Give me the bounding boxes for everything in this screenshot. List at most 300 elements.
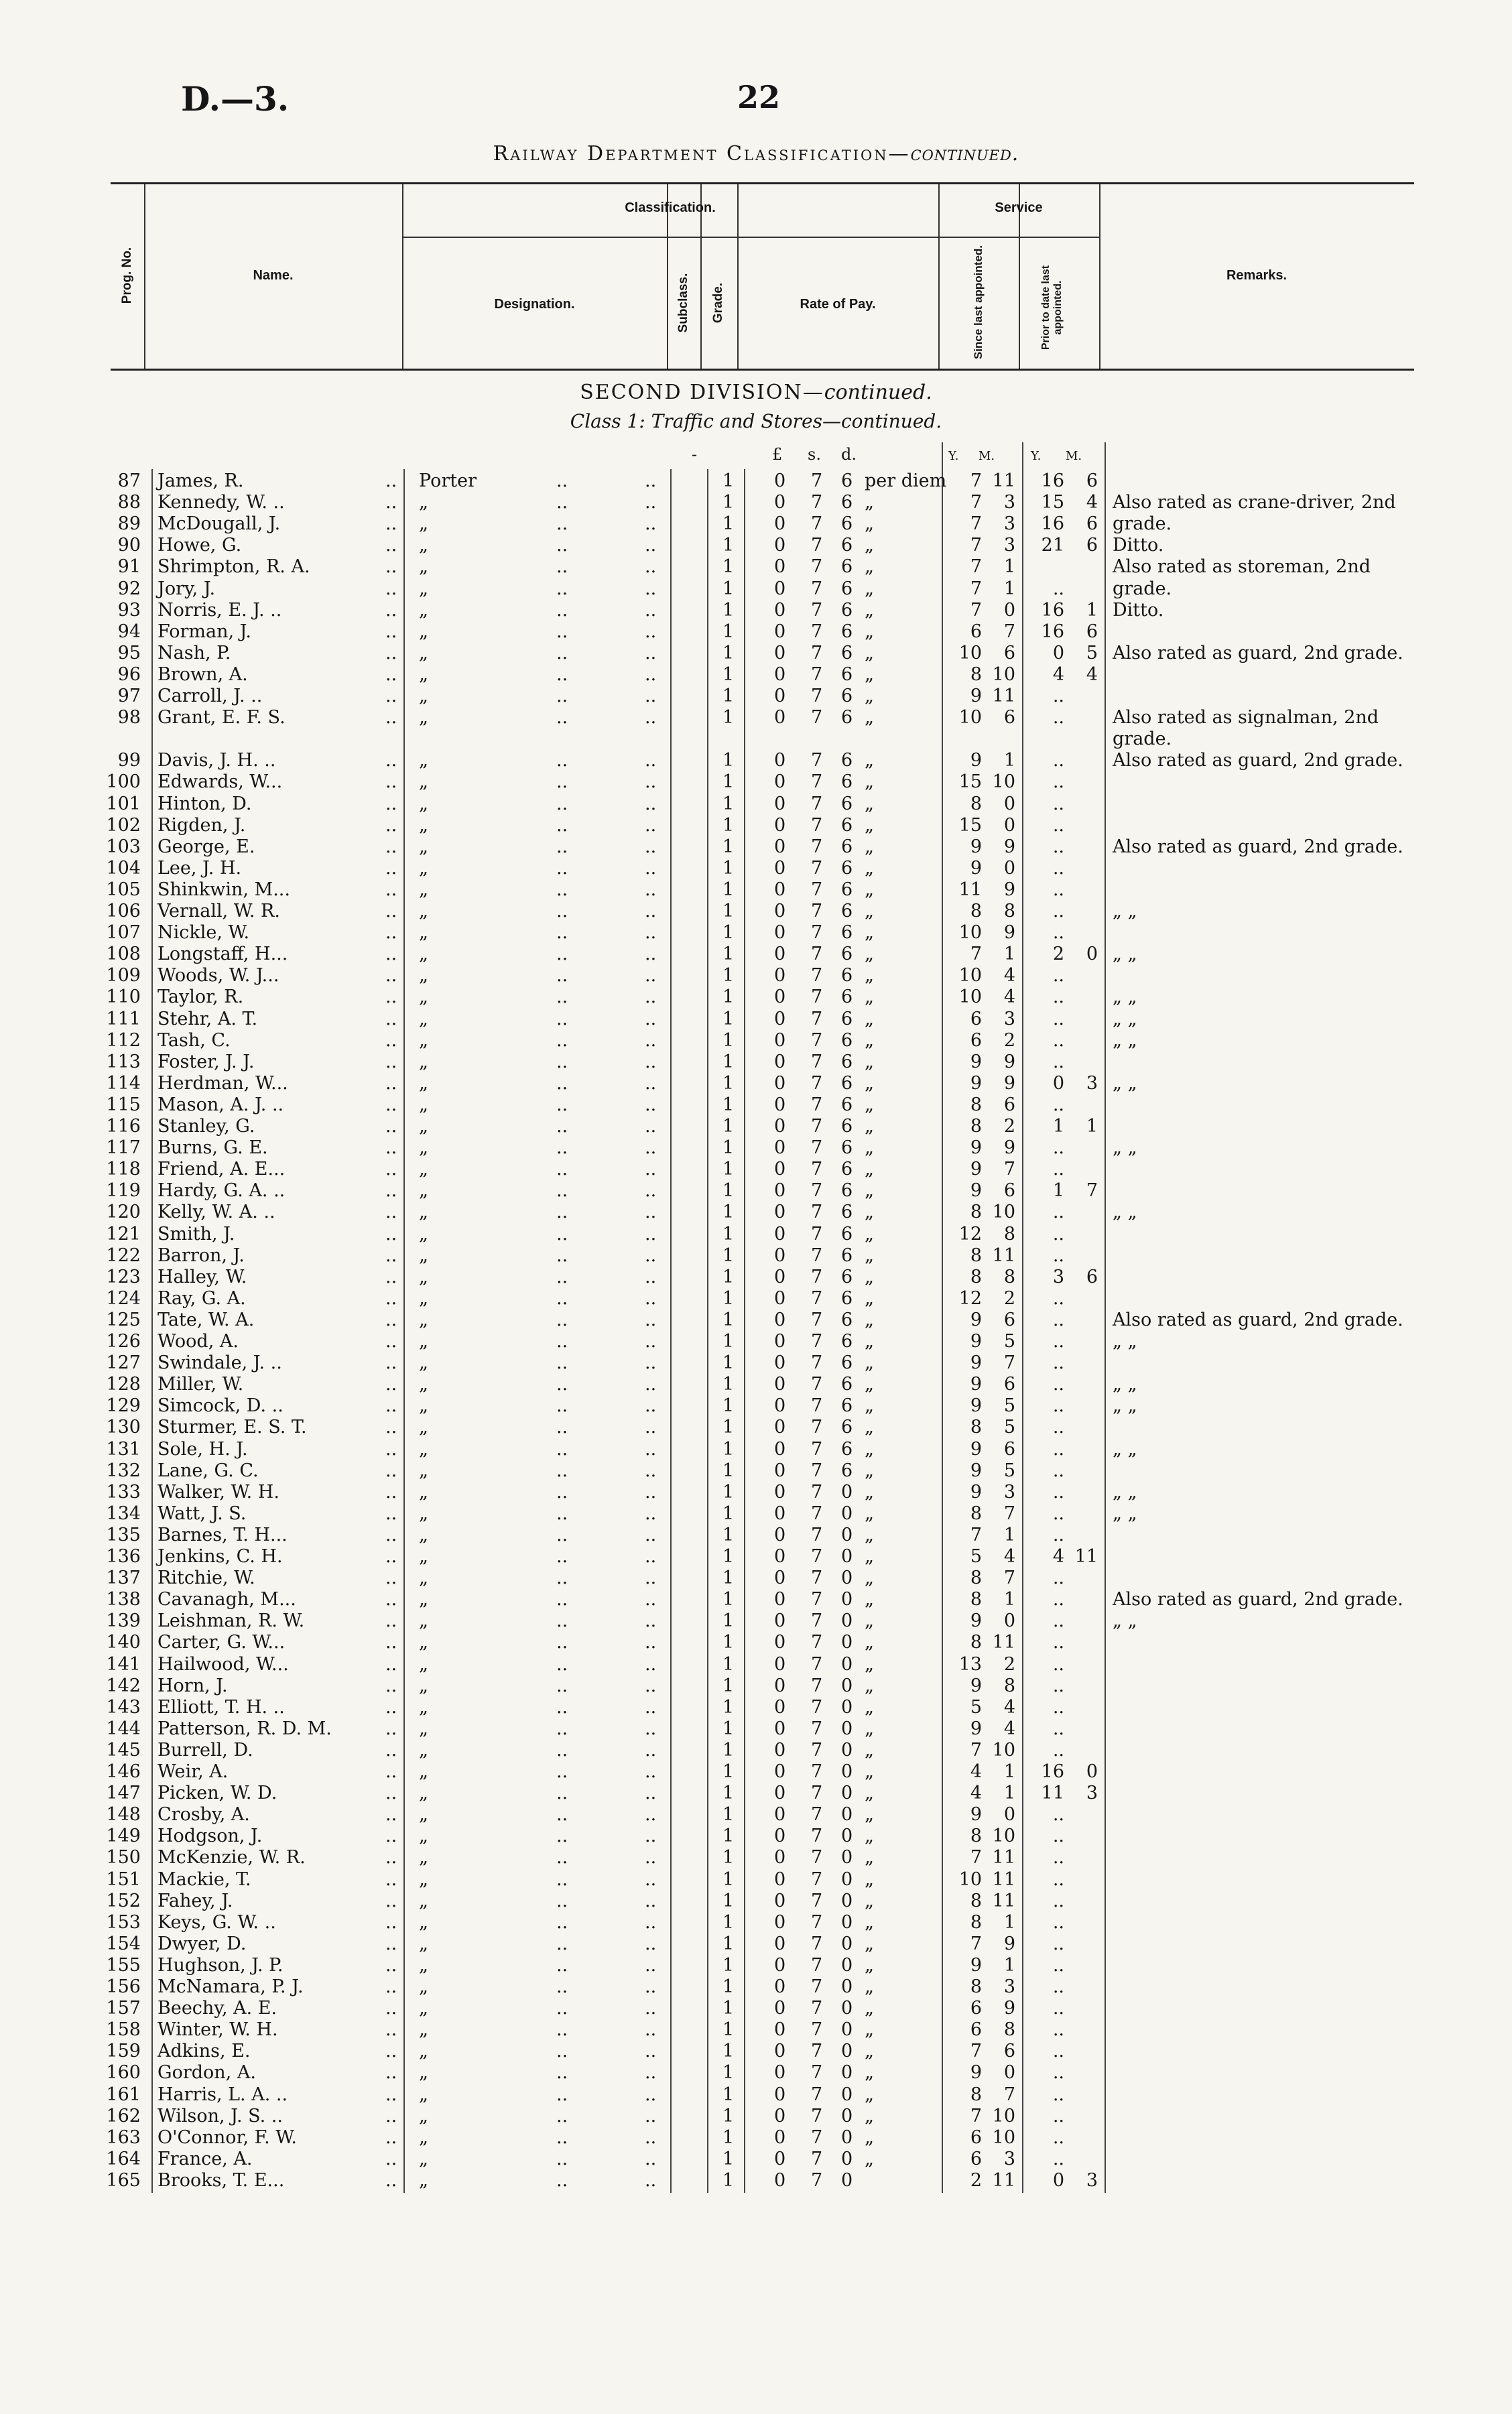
- cell-pay-pence: 6: [841, 750, 853, 771]
- cell-pay-period: „: [865, 1072, 874, 1094]
- cell-remarks: Also rated as guard, 2nd grade.: [1113, 1589, 1403, 1610]
- cell-service-months: 11: [992, 1847, 1015, 1868]
- cell-pay-pounds: 0: [774, 1761, 786, 1782]
- cell-pay-pounds: 0: [774, 599, 786, 621]
- cell-leader-dots: ..: [385, 793, 397, 814]
- cell-designation: „: [419, 1761, 428, 1782]
- cell-grade: 1: [722, 1223, 735, 1245]
- cell-pay-pence: 0: [841, 1503, 853, 1524]
- cell-leader-dots: ..: [645, 1718, 657, 1739]
- cell-leader-dots: ..: [385, 1761, 397, 1782]
- cell-prior-years: ..: [1052, 1847, 1064, 1868]
- cell-pay-shillings: 7: [811, 1503, 823, 1524]
- cell-leader-dots: ..: [556, 1546, 568, 1567]
- cell-pay-pence: 0: [841, 1546, 853, 1567]
- table-row: [0, 1331, 1512, 1352]
- cell-remarks: Also rated as guard, 2nd grade.: [1113, 836, 1403, 857]
- cell-leader-dots: ..: [385, 1460, 397, 1481]
- cell-designation: „: [419, 1438, 428, 1460]
- cell-grade: 1: [722, 492, 735, 513]
- cell-pay-shillings: 7: [811, 1159, 823, 1180]
- cell-service-months: 3: [1003, 2148, 1015, 2169]
- cell-leader-dots: ..: [556, 1481, 568, 1503]
- cell-name: Davis, J. H. ..: [158, 750, 276, 771]
- cell-pay-pence: 6: [841, 965, 853, 987]
- cell-service-months: 1: [1003, 1911, 1015, 1933]
- cell-pay-pence: 0: [841, 1653, 853, 1675]
- cell-pay-pence: 6: [841, 599, 853, 621]
- cell-prior-years: 21: [1041, 535, 1064, 556]
- cell-service-years: 8: [970, 1266, 982, 1287]
- cell-pay-pence: 0: [841, 1847, 853, 1868]
- cell-designation: „: [419, 1374, 428, 1395]
- cell-pay-pounds: 0: [774, 750, 786, 771]
- cell-pay-pence: 6: [841, 1202, 853, 1223]
- cell-pay-pounds: 0: [774, 1653, 786, 1675]
- cell-pay-pence: 0: [841, 1933, 853, 1954]
- cell-name: Kennedy, W. ..: [158, 492, 285, 513]
- cell-remarks: Ditto.: [1113, 599, 1164, 621]
- cell-name: Winter, W. H.: [158, 2019, 278, 2041]
- cell-pay-pounds: 0: [774, 1503, 786, 1524]
- cell-pay-pounds: 0: [774, 1804, 786, 1826]
- cell-service-years: 8: [970, 1890, 982, 1911]
- cell-pay-pence: 6: [841, 1417, 853, 1438]
- cell-leader-dots: ..: [645, 663, 657, 685]
- cell-grade: 1: [722, 513, 735, 535]
- cell-service-months: 4: [1003, 1718, 1015, 1739]
- cell-name: McKenzie, W. R.: [158, 1847, 306, 1868]
- cell-leader-dots: ..: [556, 1287, 568, 1309]
- cell-prog-no: 151: [106, 1868, 141, 1890]
- cell-pay-pounds: 0: [774, 1116, 786, 1137]
- cell-leader-dots: ..: [385, 836, 397, 857]
- cell-pay-period: „: [865, 1180, 874, 1202]
- cell-prog-no: 117: [106, 1137, 141, 1159]
- table-row: [0, 1030, 1512, 1052]
- cell-pay-pounds: 0: [774, 2041, 786, 2062]
- cell-pay-pence: 0: [841, 2019, 853, 2041]
- cell-grade: 1: [722, 901, 735, 922]
- cell-prior-years: ..: [1052, 1438, 1064, 1460]
- cell-service-months: 3: [1003, 535, 1015, 556]
- cell-leader-dots: ..: [645, 1180, 657, 1202]
- cell-service-months: 6: [1003, 707, 1015, 728]
- cell-prior-years: ..: [1052, 1696, 1064, 1718]
- cell-service-years: 4: [970, 1783, 982, 1804]
- cell-prog-no: 157: [106, 1998, 141, 2019]
- cell-pay-period: „: [865, 836, 874, 857]
- cell-designation: „: [419, 1116, 428, 1137]
- cell-pay-pence: 0: [841, 2105, 853, 2126]
- cell-prior-years: ..: [1052, 1589, 1064, 1610]
- table-row: [0, 1675, 1512, 1697]
- cell-pay-shillings: 7: [811, 686, 823, 706]
- cell-prior-years: ..: [1052, 1223, 1064, 1245]
- cell-leader-dots: ..: [645, 492, 657, 513]
- table-row: [0, 707, 1512, 728]
- cell-designation: „: [419, 901, 428, 922]
- cell-service-years: 15: [958, 771, 982, 793]
- cell-leader-dots: ..: [556, 1804, 568, 1826]
- cell-pay-shillings: 7: [811, 1072, 823, 1094]
- cell-pay-period: „: [865, 1739, 874, 1761]
- cell-designation: „: [419, 1998, 428, 2019]
- cell-service-months: 7: [1003, 1503, 1015, 1524]
- cell-pay-pounds: 0: [774, 1933, 786, 1954]
- cell-designation: „: [419, 1739, 428, 1761]
- cell-prior-months: 0: [1086, 1761, 1098, 1782]
- table-row: [0, 1482, 1512, 1503]
- cell-name: Nickle, W.: [158, 922, 250, 944]
- cell-service-years: 10: [958, 707, 982, 728]
- cell-remarks: „ „: [1113, 1438, 1137, 1460]
- cell-grade: 1: [722, 1589, 735, 1610]
- cell-pay-pounds: 0: [774, 1718, 786, 1739]
- cell-pay-shillings: 7: [811, 1116, 823, 1137]
- cell-pay-pounds: 0: [774, 1094, 786, 1115]
- cell-designation: „: [419, 944, 428, 965]
- cell-prior-years: 0: [1052, 642, 1064, 663]
- cell-prior-years: ..: [1052, 1331, 1064, 1352]
- cell-pay-period: „: [865, 793, 874, 814]
- cell-leader-dots: ..: [645, 1051, 657, 1072]
- cell-leader-dots: ..: [385, 1610, 397, 1632]
- cell-grade: 1: [722, 1072, 735, 1094]
- cell-prior-months: 11: [1074, 1546, 1098, 1567]
- cell-pay-shillings: 7: [811, 771, 823, 793]
- cell-leader-dots: ..: [385, 621, 397, 642]
- cell-service-years: 7: [970, 492, 982, 513]
- cell-pay-pence: 6: [841, 513, 853, 535]
- cell-pay-pence: 6: [841, 642, 853, 663]
- cell-name: Walker, W. H.: [158, 1481, 279, 1503]
- cell-service-years: 9: [970, 1395, 982, 1417]
- cell-pay-shillings: 7: [811, 1245, 823, 1266]
- cell-pay-pence: 0: [841, 1610, 853, 1632]
- cell-pay-period: „: [865, 1395, 874, 1417]
- cell-pay-shillings: 7: [811, 1761, 823, 1782]
- cell-pay-pounds: 0: [774, 535, 786, 556]
- cell-service-months: 8: [1003, 1266, 1015, 1287]
- cell-grade: 1: [722, 2148, 735, 2169]
- cell-designation: „: [419, 879, 428, 900]
- cell-pay-period: „: [865, 814, 874, 836]
- cell-grade: 1: [722, 686, 735, 706]
- cell-leader-dots: ..: [556, 535, 568, 556]
- cell-service-years: 7: [970, 2041, 982, 2062]
- cell-pay-pounds: 0: [774, 470, 786, 491]
- cell-pay-pounds: 0: [774, 1245, 786, 1266]
- cell-grade: 1: [722, 663, 735, 685]
- cell-service-months: 5: [1003, 1331, 1015, 1352]
- cell-prior-years: ..: [1052, 707, 1064, 728]
- table-row: [0, 1912, 1512, 1933]
- table-row: [0, 556, 1512, 578]
- cell-name: Taylor, R.: [158, 987, 244, 1008]
- cell-pay-pence: 6: [841, 1008, 853, 1029]
- cell-leader-dots: ..: [556, 857, 568, 879]
- cell-grade: 1: [722, 1352, 735, 1374]
- cell-leader-dots: ..: [556, 1954, 568, 1976]
- cell-leader-dots: ..: [556, 707, 568, 728]
- cell-service-years: 7: [970, 2105, 982, 2126]
- cell-grade: 1: [722, 836, 735, 857]
- cell-service-years: 5: [970, 1696, 982, 1718]
- cell-pay-period: „: [865, 1847, 874, 1868]
- cell-leader-dots: ..: [556, 1976, 568, 1997]
- unit-prior-months: M.: [1066, 449, 1082, 463]
- cell-designation: „: [419, 2084, 428, 2105]
- cell-pay-pounds: 0: [774, 1847, 786, 1868]
- cell-prog-no: 124: [106, 1287, 141, 1309]
- cell-prog-no: 110: [106, 987, 141, 1008]
- cell-name: Lee, J. H.: [158, 857, 242, 879]
- cell-leader-dots: ..: [645, 1395, 657, 1417]
- cell-service-years: 8: [970, 1826, 982, 1847]
- cell-service-months: 6: [1003, 642, 1015, 663]
- cell-pay-period: „: [865, 1976, 874, 1997]
- cell-remarks: „ „: [1113, 1374, 1137, 1395]
- cell-name: Simcock, D. ..: [158, 1395, 284, 1417]
- cell-pay-pence: 6: [841, 836, 853, 857]
- cell-pay-shillings: 7: [811, 1137, 823, 1159]
- cell-pay-period: „: [865, 1137, 874, 1159]
- cell-pay-shillings: 7: [811, 663, 823, 685]
- cell-prior-years: 1: [1052, 1180, 1064, 1202]
- cell-grade: 1: [722, 1180, 735, 1202]
- table-row: [0, 965, 1512, 987]
- cell-pay-period: „: [865, 1051, 874, 1072]
- cell-prog-no: 140: [106, 1632, 141, 1653]
- cell-pay-period: „: [865, 1890, 874, 1911]
- cell-pay-pence: 0: [841, 2126, 853, 2148]
- table-row: [0, 1568, 1512, 1589]
- cell-pay-period: „: [865, 1223, 874, 1245]
- cell-service-months: 3: [1003, 1976, 1015, 1997]
- cell-prog-no: 160: [106, 2062, 141, 2084]
- cell-pay-pence: 6: [841, 1223, 853, 1245]
- cell-leader-dots: ..: [645, 1072, 657, 1094]
- cell-prior-years: 16: [1041, 513, 1064, 535]
- cell-grade: 1: [722, 1696, 735, 1718]
- cell-service-months: 1: [1003, 750, 1015, 771]
- cell-prior-years: 4: [1052, 663, 1064, 685]
- cell-leader-dots: ..: [556, 1826, 568, 1847]
- cell-leader-dots: ..: [645, 1137, 657, 1159]
- cell-service-years: 9: [970, 1072, 982, 1094]
- cell-designation: „: [419, 1202, 428, 1223]
- cell-prog-no: 133: [106, 1481, 141, 1503]
- cell-leader-dots: ..: [556, 2084, 568, 2105]
- cell-pay-pounds: 0: [774, 1610, 786, 1632]
- cell-leader-dots: ..: [645, 1309, 657, 1330]
- cell-leader-dots: ..: [385, 1094, 397, 1115]
- cell-pay-period: „: [865, 1826, 874, 1847]
- cell-pay-period: „: [865, 1589, 874, 1610]
- cell-pay-period: „: [865, 1868, 874, 1890]
- cell-pay-pounds: 0: [774, 1309, 786, 1330]
- cell-pay-period: „: [865, 750, 874, 771]
- cell-pay-shillings: 7: [811, 750, 823, 771]
- cell-prior-years: ..: [1052, 2148, 1064, 2169]
- cell-leader-dots: ..: [385, 1245, 397, 1266]
- cell-pay-pence: 6: [841, 1287, 853, 1309]
- cell-leader-dots: ..: [556, 1783, 568, 1804]
- cell-name: Keys, G. W. ..: [158, 1911, 276, 1933]
- cell-grade: 1: [722, 965, 735, 987]
- table-header: [111, 182, 1414, 371]
- cell-leader-dots: ..: [556, 1675, 568, 1696]
- cell-grade: 1: [722, 1202, 735, 1223]
- cell-prog-no: 91: [117, 556, 141, 578]
- cell-leader-dots: ..: [385, 901, 397, 922]
- cell-pay-pounds: 0: [774, 513, 786, 535]
- cell-service-years: 9: [970, 1374, 982, 1395]
- cell-prior-years: ..: [1052, 750, 1064, 771]
- cell-pay-pence: 6: [841, 621, 853, 642]
- cell-pay-pence: 6: [841, 1029, 853, 1051]
- cell-pay-pounds: 0: [774, 1072, 786, 1094]
- cell-pay-shillings: 7: [811, 492, 823, 513]
- cell-leader-dots: ..: [556, 686, 568, 706]
- cell-designation: „: [419, 1868, 428, 1890]
- cell-prog-no: 146: [106, 1761, 141, 1782]
- cell-pay-period: „: [865, 1653, 874, 1675]
- cell-pay-shillings: 7: [811, 1008, 823, 1029]
- cell-service-years: 9: [970, 1718, 982, 1739]
- cell-leader-dots: ..: [556, 1094, 568, 1115]
- cell-leader-dots: ..: [556, 836, 568, 857]
- cell-leader-dots: ..: [645, 1287, 657, 1309]
- cell-pay-pence: 6: [841, 1309, 853, 1330]
- cell-service-years: 8: [970, 793, 982, 814]
- cell-prog-no: 150: [106, 1847, 141, 1868]
- cell-pay-pence: 0: [841, 2041, 853, 2062]
- cell-leader-dots: ..: [645, 642, 657, 663]
- cell-pay-pence: 0: [841, 2062, 853, 2084]
- cell-service-months: 0: [1003, 857, 1015, 879]
- cell-grade: 1: [722, 1309, 735, 1330]
- cell-pay-shillings: 7: [811, 556, 823, 578]
- col-subclass: Subclass.: [676, 273, 690, 333]
- cell-service-months: 10: [992, 1202, 1015, 1223]
- table-row: [0, 643, 1512, 664]
- cell-pay-period: „: [865, 2084, 874, 2105]
- cell-pay-pence: 6: [841, 707, 853, 728]
- cell-prog-no: 107: [106, 922, 141, 944]
- cell-pay-period: „: [865, 492, 874, 513]
- cell-prog-no: 132: [106, 1460, 141, 1481]
- cell-leader-dots: ..: [385, 922, 397, 944]
- cell-pay-shillings: 7: [811, 965, 823, 987]
- table-row: [0, 600, 1512, 621]
- cell-prog-no: 90: [117, 535, 141, 556]
- cell-pay-pence: 0: [841, 1632, 853, 1653]
- cell-service-years: 11: [958, 879, 982, 900]
- cell-pay-pounds: 0: [774, 771, 786, 793]
- cell-designation: „: [419, 1783, 428, 1804]
- cell-pay-pounds: 0: [774, 1911, 786, 1933]
- cell-service-years: 8: [970, 1911, 982, 1933]
- cell-prior-years: ..: [1052, 1739, 1064, 1761]
- cell-leader-dots: ..: [556, 1718, 568, 1739]
- cell-prior-years: ..: [1052, 922, 1064, 944]
- table-row: [0, 771, 1512, 793]
- cell-pay-shillings: 7: [811, 901, 823, 922]
- cell-pay-period: „: [865, 857, 874, 879]
- cell-designation: „: [419, 793, 428, 814]
- table-row: [0, 2149, 1512, 2170]
- cell-leader-dots: ..: [556, 1438, 568, 1460]
- cell-grade: 1: [722, 944, 735, 965]
- cell-prior-years: ..: [1052, 1632, 1064, 1653]
- cell-pay-shillings: 7: [811, 2169, 823, 2191]
- cell-leader-dots: ..: [385, 513, 397, 535]
- cell-pay-pence: 6: [841, 922, 853, 944]
- cell-pay-shillings: 7: [811, 793, 823, 814]
- cell-name: Smith, J.: [158, 1223, 235, 1245]
- cell-prog-no: 137: [106, 1568, 141, 1589]
- cell-leader-dots: ..: [385, 1933, 397, 1954]
- cell-leader-dots: ..: [645, 1589, 657, 1610]
- cell-pay-pounds: 0: [774, 987, 786, 1008]
- cell-prior-months: 3: [1086, 2169, 1098, 2191]
- cell-service-months: 4: [1003, 965, 1015, 987]
- cell-leader-dots: ..: [556, 1331, 568, 1352]
- cell-pay-pence: 0: [841, 1911, 853, 1933]
- cell-prog-no: 95: [117, 642, 141, 663]
- cell-service-years: 7: [970, 599, 982, 621]
- cell-service-years: 10: [958, 965, 982, 987]
- cell-grade: 1: [722, 621, 735, 642]
- cell-grade: 1: [722, 1632, 735, 1653]
- cell-pay-shillings: 7: [811, 2084, 823, 2105]
- cell-service-months: 11: [992, 2169, 1015, 2191]
- cell-leader-dots: ..: [385, 707, 397, 728]
- cell-service-years: 9: [970, 750, 982, 771]
- cell-pay-pence: 0: [841, 1954, 853, 1976]
- cell-prior-years: ..: [1052, 1675, 1064, 1696]
- cell-pay-pence: 6: [841, 1159, 853, 1180]
- page-identifier: D.—3.: [181, 79, 290, 119]
- cell-designation: „: [419, 1180, 428, 1202]
- cell-prior-years: 11: [1041, 1783, 1064, 1804]
- cell-designation: „: [419, 1309, 428, 1330]
- cell-name: Beechy, A. E.: [158, 1998, 277, 2019]
- cell-prior-years: ..: [1052, 1826, 1064, 1847]
- cell-pay-shillings: 7: [811, 2105, 823, 2126]
- cell-pay-pounds: 0: [774, 879, 786, 900]
- cell-service-years: 2: [970, 2169, 982, 2191]
- cell-pay-pounds: 0: [774, 965, 786, 987]
- cell-leader-dots: ..: [385, 1137, 397, 1159]
- cell-designation: „: [419, 1632, 428, 1653]
- cell-pay-pence: 0: [841, 2084, 853, 2105]
- cell-prog-no: 126: [106, 1331, 141, 1352]
- cell-leader-dots: ..: [645, 1546, 657, 1567]
- cell-service-years: 9: [970, 2062, 982, 2084]
- cell-grade: 1: [722, 1761, 735, 1782]
- cell-prior-years: ..: [1052, 1202, 1064, 1223]
- cell-leader-dots: ..: [645, 2169, 657, 2191]
- cell-pay-shillings: 7: [811, 1890, 823, 1911]
- cell-leader-dots: ..: [385, 1159, 397, 1180]
- cell-leader-dots: ..: [645, 1352, 657, 1374]
- cell-grade: 1: [722, 1287, 735, 1309]
- cell-pay-shillings: 7: [811, 2148, 823, 2169]
- cell-prior-years: ..: [1052, 1395, 1064, 1417]
